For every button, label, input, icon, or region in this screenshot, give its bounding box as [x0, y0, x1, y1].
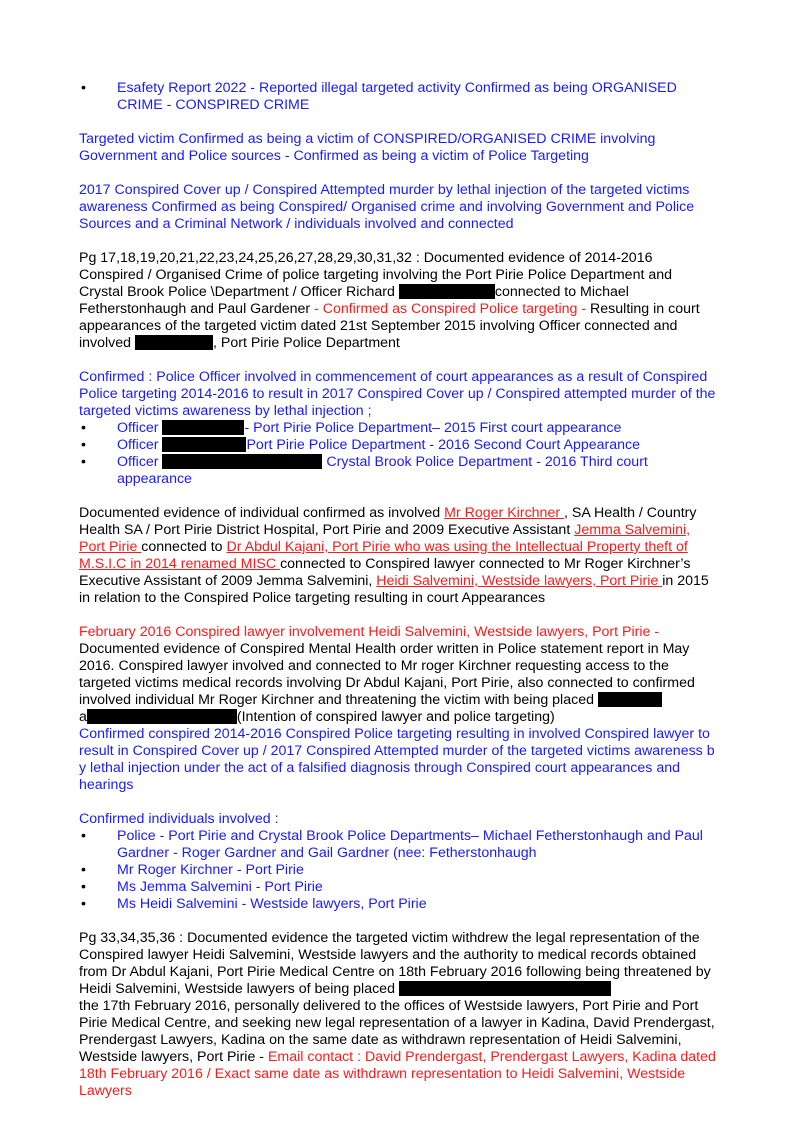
text-run: Port Pirie Police Department - 2016 Second Court Appearance: [246, 437, 640, 453]
text-run: , Port Pirie Police Department: [213, 335, 400, 351]
text-run: Crystal Brook Police Department - 2016 Third court appearance: [117, 454, 648, 487]
paragraph-feb-2016: [79, 624, 719, 726]
paragraph-officer-confirmed: Confirmed : Police Officer involved in commencement of court appearances as a result of Conspired Police targeting 2014-2016 to result in 2017 Conspired Cover up / Conspired attempted murder of the targeted victims awareness by lethal injection ;: [79, 369, 716, 419]
paragraph-individuals: [79, 505, 719, 607]
paragraph-confirmed-conspired: Confirmed conspired 2014-2016 Conspired Police targeting resulting in involved Conspired lawyer to result in Conspired Cover up / 2017 Conspired Attempted murder of the targeted victims awareness b y lethal injection under the act of a falsified diagnosis through Conspired court appearances and hearings: [79, 726, 715, 793]
text-run: Pg 33,34,35,36 : Documented evidence the targeted victim withdrew the legal representation of the Conspired lawyer Heidi Salvemini, Westside lawyers and the authority to medical records obtained from Dr Abdul Kajani, Port Pirie Medical Centre on 18th February 2016 following being threatened by Heidi Salvemini, Westside lawyers of being placed: [79, 930, 711, 997]
top-bullet-list: [79, 80, 719, 114]
paragraph-victim-confirmed: Targeted victim Confirmed as being a victim of CONSPIRED/ORGANISED CRIME involving Government and Police sources - Confirmed as being a victim of Police Targeting: [79, 131, 656, 164]
text-run: the 17th February 2016, personally delivered to the offices of Westside lawyers, Port Pirie and Port Pirie Medical Centre, and seeking new legal representation of a lawyer in Kadina, David Prendergast, Prendergast Lawyers, Kadina on the same date as withdrawn representation of Heidi Salvemini, Westside lawyers, Port Pirie -: [79, 998, 715, 1065]
redaction-bar: [399, 284, 495, 299]
text-run: Documented evidence of Conspired Mental Health order written in Police statement report in May 2016. Conspired lawyer involved and connected to Mr roger Kirchner requesting access to the targeted victims medical records involving Dr Abdul Kajani, Port Pirie, also connected to confirmed involved individual Mr Roger Kirchner and threatening the victim with being placed: [79, 641, 695, 708]
link-jemma-salvemini[interactable]: Jemma Salvemini, Port Pirie: [79, 522, 691, 555]
text-run-red: Email contact : David Prendergast, Prendergast Lawyers, Kadina dated 18th February 2016 / Exact same date as withdrawn representation to Heidi Salvemini, Westside Lawyers: [79, 1049, 716, 1099]
text-run: Documented evidence of individual confirmed as involved: [79, 505, 445, 521]
paragraph-pg33-36: [79, 930, 719, 1100]
list-item: • Esafety Report 2022 - Reported illegal targeted activity Confirmed as being ORGANISED CRIME - CONSPIRED CRIME: [79, 80, 719, 114]
text-run: connected to: [141, 539, 227, 555]
redaction-bar: [399, 981, 611, 996]
list-item: [79, 454, 719, 488]
list-item: • Ms Jemma Salvemini - Port Pirie: [79, 879, 719, 896]
list-item: • Ms Heidi Salvemini - Westside lawyers, Port Pirie: [79, 896, 719, 913]
text-run: , SA Health / Country Health SA / Port Pirie District Hospital, Port Pirie and 2009 Executive Assistant: [79, 505, 697, 538]
text-run: Officer: [117, 454, 163, 470]
link-abdul-kajani[interactable]: Dr Abdul Kajani, Port Pirie who was using the Intellectual Property theft of M.S.I.C in 2014 renamed MISC: [79, 539, 688, 572]
text-run-red: February 2016 Conspired lawyer involvement Heidi Salvemini, Westside lawyers, Port Pirie -: [79, 624, 660, 640]
redaction-bar: [598, 692, 662, 707]
redaction-bar: [162, 437, 246, 452]
text-run: in 2015 in relation to the Conspired Police targeting resulting in court Appearances: [79, 573, 709, 606]
list-item: • Police - Port Pirie and Crystal Brook Police Departments– Michael Fetherstonhaugh and Paul Gardner - Roger Gardner and Gail Gardner (nee: Fetherstonhaugh: [79, 828, 719, 862]
text-run: connected to Michael Fetherstonhaugh and Paul Gardener: [79, 284, 629, 317]
redaction-bar: [162, 454, 322, 469]
text-run: a: [79, 709, 87, 725]
document-page: [79, 80, 719, 1100]
text-run: Resulting in court appearances of the targeted victim dated 21st September 2015 involving Officer connected and involved: [79, 301, 700, 351]
link-roger-kirchner[interactable]: Mr Roger Kirchner: [444, 505, 564, 521]
paragraph-pg17-32: [79, 250, 719, 352]
involved-heading: Confirmed individuals involved :: [79, 811, 279, 827]
text-run: - Port Pirie Police Department– 2015 First court appearance: [244, 420, 622, 436]
text-run-red: - Confirmed as Conspired Police targeting -: [310, 301, 591, 317]
redaction-bar: [162, 420, 244, 435]
text-run: connected to Conspired lawyer connected to Mr Roger Kirchner’s Executive Assistant of 2009 Jemma Salvemini,: [79, 556, 691, 589]
redaction-bar: [87, 709, 237, 724]
officer-list: [79, 420, 719, 488]
redaction-bar: [135, 335, 213, 350]
link-heidi-salvemini[interactable]: Heidi Salvemini, Westside lawyers, Port Pirie: [376, 573, 663, 589]
involved-list: [79, 828, 719, 913]
list-item: [79, 420, 719, 437]
text-run: Pg 17,18,19,20,21,22,23,24,25,26,27,28,29,30,31,32 : Documented evidence of 2014-2016 Conspired / Organised Crime of police targeting involving the Port Pirie Police Department and Crystal Brook Police \Department / Officer Richard: [79, 250, 673, 300]
list-item: • Mr Roger Kirchner - Port Pirie: [79, 862, 719, 879]
text-run: Officer: [117, 437, 163, 453]
text-run: Officer: [117, 420, 163, 436]
list-item: [79, 437, 719, 454]
text-run: (Intention of conspired lawyer and police targeting): [236, 709, 555, 725]
paragraph-cover-up: 2017 Conspired Cover up / Conspired Attempted murder by lethal injection of the targeted victims awareness Confirmed as being Conspired/ Organised crime and involving Government and Police Sources and a Criminal Network / individuals involved and connected: [79, 182, 695, 232]
